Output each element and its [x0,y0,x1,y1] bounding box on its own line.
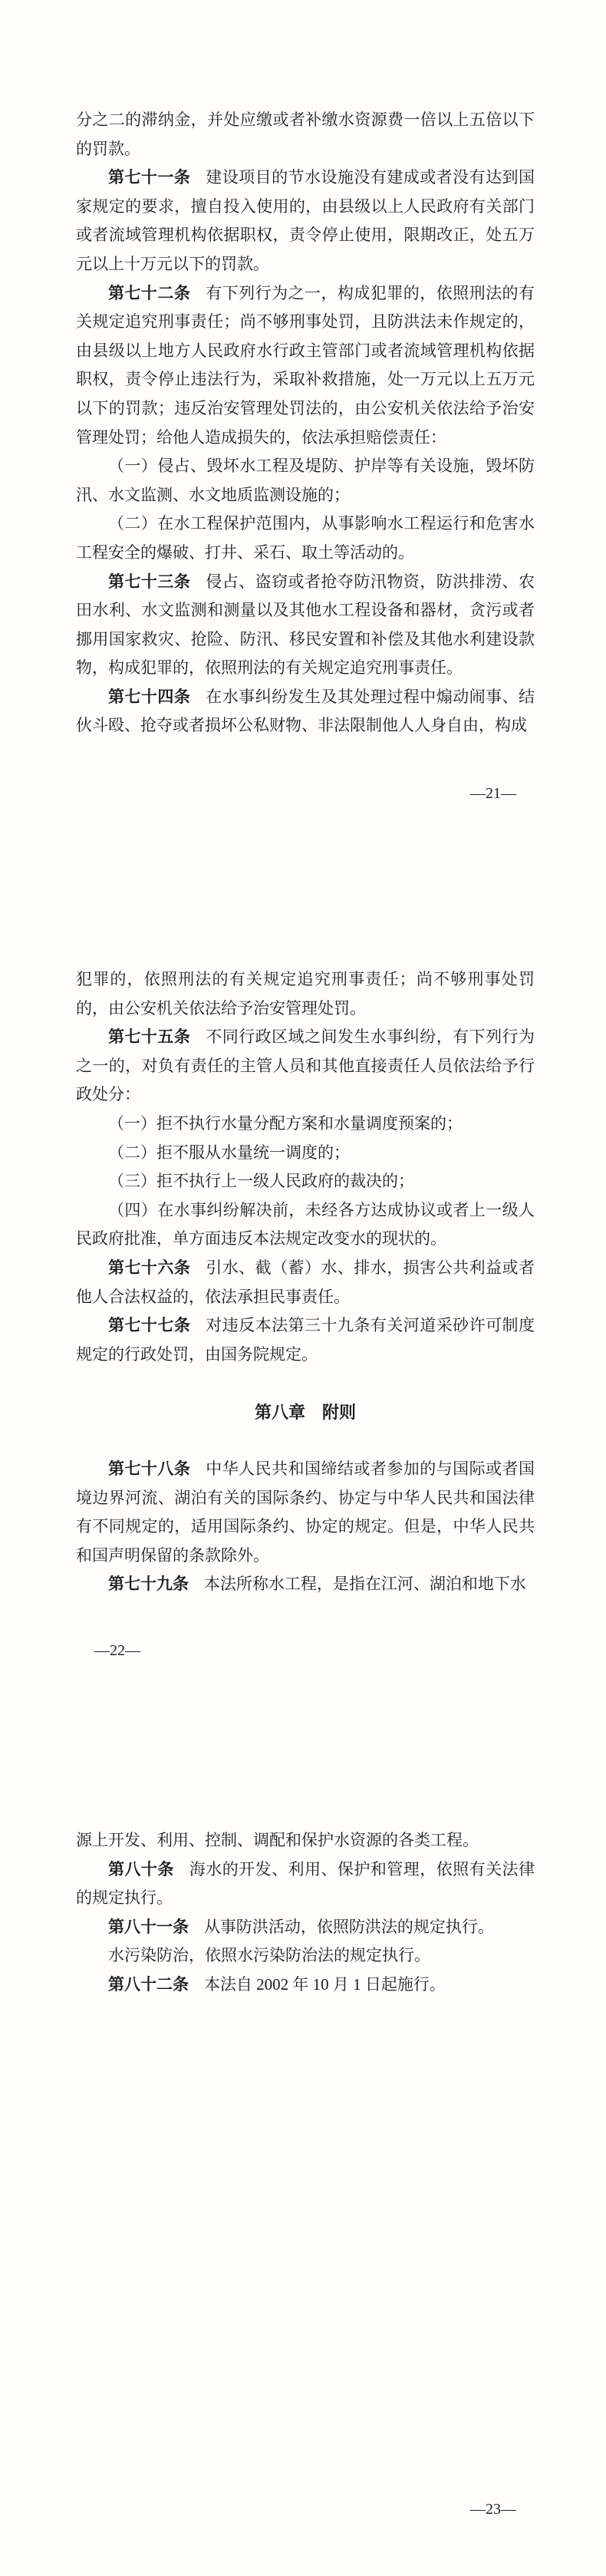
law-paragraph: 第七十三条 侵占、盗窃或者抢夺防汛物资，防洪排涝、农田水利、水文监测和测量以及其他水工程设备和器材，贪污或者挪用国家救灾、抢险、防汛、移民安置和补偿及其他水利建设款物，构成犯罪的，依照刑法的有关规定追究刑事责任。 [76,572,535,678]
law-paragraph: 第七十六条 引水、截（蓄）水、排水，损害公共利益或者他人合法权益的，依法承担民事责任。 [76,1258,535,1306]
article-number: 第七十一条 [108,169,191,187]
law-paragraph: （三）拒不执行上一级人民政府的裁决的； [108,1172,414,1191]
law-paragraph: 第八十二条 本法自 2002 年 10 月 1 日起施行。 [108,1974,446,1994]
law-paragraph: 第七十八条 中华人民共和国缔结或者参加的与国际或者国境边界河流、湖泊有关的国际条约、协定与中华人民共和国法律有不同规定的，适用国际条约、协定的规定。但是，中华人民共和国声明保留的条款除外。 [76,1459,535,1565]
page-23-text-block [76,1826,535,2000]
page-22-text-block [76,965,535,1599]
article-number: 第七十九条 [108,1575,189,1594]
law-paragraph: （四）在水事纠纷解决前，未经各方达成协议或者上一级人民政府批准，单方面违反本法规定改变水的现状的。 [76,1200,535,1248]
law-paragraph: 第七十四条 在水事纠纷发生及其处理过程中煽动闹事、结伙斗殴、抢夺或者损坏公私财物、非法限制他人人身自由，构成 [76,687,535,735]
page-number-22: —22— [94,1642,140,1659]
law-paragraph: 第七十九条 本法所称水工程，是指在江河、湖泊和地下水 [108,1575,526,1594]
page-number-21: —21— [470,785,516,802]
law-paragraph: 第七十二条 有下列行为之一，构成犯罪的，依照刑法的有关规定追究刑事责任；尚不够刑事处罚，且防洪法未作规定的，由县级以上地方人民政府水行政主管部门或者流域管理机构依据职权，责令停止违法行为，采取补救措施，处一万元以上五万元以下的罚款；违反治安管理处罚法的，由公安机关依法给予治安管理处罚；给他人造成损失的，依法承担赔偿责任： [76,283,535,447]
law-paragraph: 犯罪的，依照刑法的有关规定追究刑事责任；尚不够刑事处罚的，由公安机关依法给予治安管理处罚。 [76,970,535,1018]
law-paragraph: 第七十五条 不同行政区域之间发生水事纠纷，有下列行为之一的，对负有责任的主管人员和其他直接责任人员依法给予行政处分： [76,1027,535,1104]
article-number: 第七十四条 [108,688,191,706]
law-paragraph: 源上开发、利用、控制、调配和保护水资源的各类工程。 [76,1831,479,1849]
law-paragraph: （二）在水工程保护范围内，从事影响水工程运行和危害水工程安全的爆破、打井、采石、取土等活动的。 [76,514,535,562]
law-paragraph: （二）拒不服从水量统一调度的； [108,1143,350,1162]
page-21-text-block [76,106,535,740]
law-paragraph: 分之二的滞纳金，并处应缴或者补缴水资源费一倍以上五倍以下的罚款。 [76,110,535,158]
article-number: 第七十八条 [108,1460,191,1478]
law-paragraph: 第七十一条 建设项目的节水设施没有建成或者没有达到国家规定的要求，擅自投入使用的，由县级以上人民政府有关部门或者流域管理机构依据职权，责令停止使用，限期改正，处五万元以上十万元以下的罚款。 [76,168,535,273]
law-paragraph: 第八十条 海水的开发、利用、保护和管理，依照有关法律的规定执行。 [76,1859,535,1908]
article-number: 第七十五条 [108,1028,191,1047]
article-number: 第七十七条 [108,1317,191,1335]
article-number: 第七十六条 [108,1258,191,1277]
law-paragraph: 第七十七条 对违反本法第三十九条有关河道采砂许可制度规定的行政处罚，由国务院规定。 [76,1316,535,1364]
article-number: 第八十二条 [108,1975,189,1994]
article-number: 第七十二条 [108,284,191,302]
page-number-23: —23— [470,2501,516,2518]
article-number: 第八十一条 [108,1918,189,1936]
law-paragraph: （一）拒不执行水量分配方案和水量调度预案的； [108,1113,463,1133]
law-paragraph: （一）侵占、毁坏水工程及堤防、护岸等有关设施，毁坏防汛、水文监测、水文地质监测设施的； [76,457,535,504]
article-number: 第七十三条 [108,572,191,591]
law-paragraph: 水污染防治，依照水污染防治法的规定执行。 [108,1946,430,1965]
article-number: 第八十条 [108,1860,174,1878]
chapter-heading: 第八章 附则 [254,1403,356,1423]
law-paragraph: 第八十一条 从事防洪活动，依照防洪法的规定执行。 [108,1917,494,1936]
